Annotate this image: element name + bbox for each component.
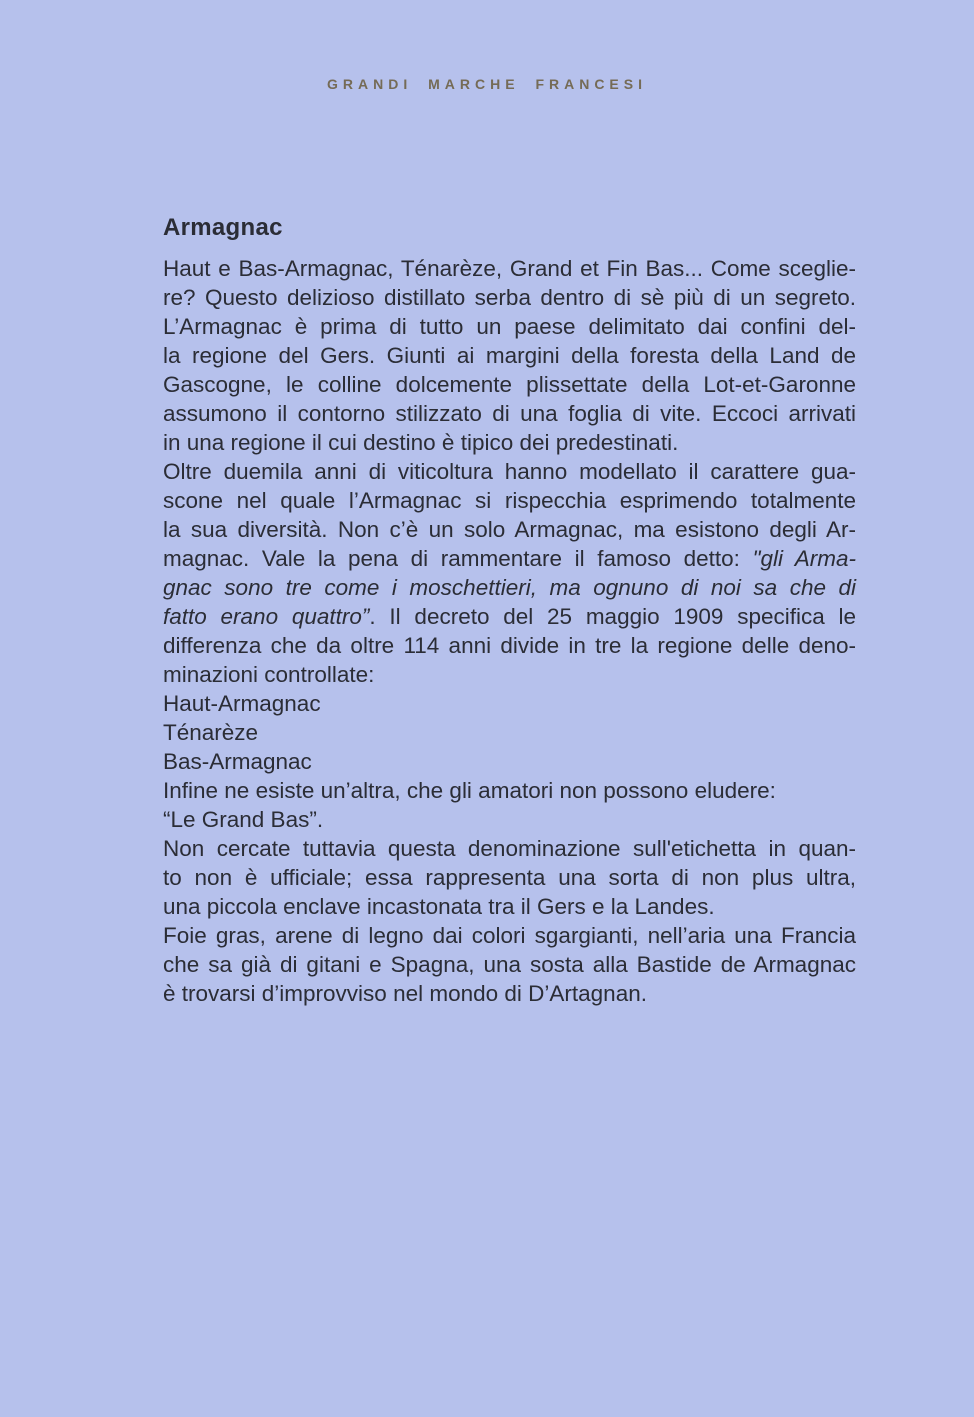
text-line: [163, 921, 856, 950]
text-line: [163, 370, 856, 399]
body-text: Non cercate tuttavia questa denominazione sull'etichetta in quan-: [163, 836, 856, 861]
text-line: [163, 254, 856, 283]
text-line: [163, 863, 856, 892]
text-line: [163, 834, 856, 863]
text-line: [163, 283, 856, 312]
quote-italic-text: fatto erano quattro”: [163, 604, 370, 629]
body-text: to non è ufficiale; essa rappresenta una sorta di non plus ultra,: [163, 865, 856, 890]
body-text: Oltre duemila anni di viticoltura hanno modellato il carattere gua-: [163, 459, 856, 484]
body-text: è trovarsi d’improvviso nel mondo di D’Artagnan.: [163, 981, 647, 1006]
quote-italic-text: gnac sono tre come i moschettieri, ma ognuno di noi sa che di: [163, 575, 856, 600]
text-line: [163, 544, 856, 573]
body-text: la regione del Gers. Giunti ai margini della foresta della Land de: [163, 343, 856, 368]
article-title: Armagnac: [163, 214, 283, 241]
article-content: [163, 212, 856, 1008]
text-line: [163, 660, 856, 689]
text-line: [163, 399, 856, 428]
text-line: [163, 312, 856, 341]
text-line: [163, 950, 856, 979]
body-text: Foie gras, arene di legno dai colori sgargianti, nell’aria una Francia: [163, 923, 856, 948]
article-body: [163, 254, 856, 1008]
body-text: scone nel quale l’Armagnac si rispecchia esprimendo totalmente: [163, 488, 856, 513]
body-text: L’Armagnac è prima di tutto un paese delimitato dai confini del-: [163, 314, 856, 339]
body-text: la sua diversità. Non c’è un solo Armagnac, ma esistono degli Ar-: [163, 517, 856, 542]
text-line: [163, 515, 856, 544]
text-line: [163, 631, 856, 660]
body-text: Infine ne esiste un’altra, che gli amatori non possono eludere:: [163, 778, 776, 803]
body-text: Haut-Armagnac: [163, 691, 321, 716]
text-line: [163, 457, 856, 486]
body-text: “Le Grand Bas”.: [163, 807, 324, 832]
text-line: [163, 428, 856, 457]
body-text: differenza che da oltre 114 anni divide in tre la regione delle deno-: [163, 633, 856, 658]
text-line: [163, 718, 856, 747]
text-line: [163, 979, 856, 1008]
running-head: GRANDI MARCHE FRANCESI: [327, 76, 647, 92]
quote-italic-text: "gli Arma-: [752, 546, 856, 571]
body-text: Gascogne, le colline dolcemente plissettate della Lot-et-Garonne: [163, 372, 856, 397]
text-line: [163, 776, 856, 805]
text-line: [163, 892, 856, 921]
text-line: [163, 689, 856, 718]
body-text: una piccola enclave incastonata tra il Gers e la Landes.: [163, 894, 715, 919]
body-text: . Il decreto del 25 maggio 1909 specifica le: [369, 604, 857, 629]
body-text: Ténarèze: [163, 720, 259, 745]
body-text: in una regione il cui destino è tipico dei predestinati.: [163, 430, 679, 455]
text-line: [163, 747, 856, 776]
body-text: re? Questo delizioso distillato serba dentro di sè più di un segreto.: [163, 285, 856, 310]
text-line: [163, 805, 856, 834]
body-text: che sa già di gitani e Spagna, una sosta alla Bastide de Armagnac: [163, 952, 856, 977]
body-text: minazioni controllate:: [163, 662, 375, 687]
text-line: [163, 341, 856, 370]
body-text: assumono il contorno stilizzato di una foglia di vite. Eccoci arrivati: [163, 401, 856, 426]
text-line: [163, 573, 856, 602]
text-line: [163, 602, 856, 631]
body-text: magnac. Vale la pena di rammentare il famoso detto:: [163, 546, 753, 571]
body-text: Haut e Bas-Armagnac, Ténarèze, Grand et Fin Bas... Come sceglie-: [163, 256, 856, 281]
text-line: [163, 486, 856, 515]
body-text: Bas-Armagnac: [163, 749, 312, 774]
